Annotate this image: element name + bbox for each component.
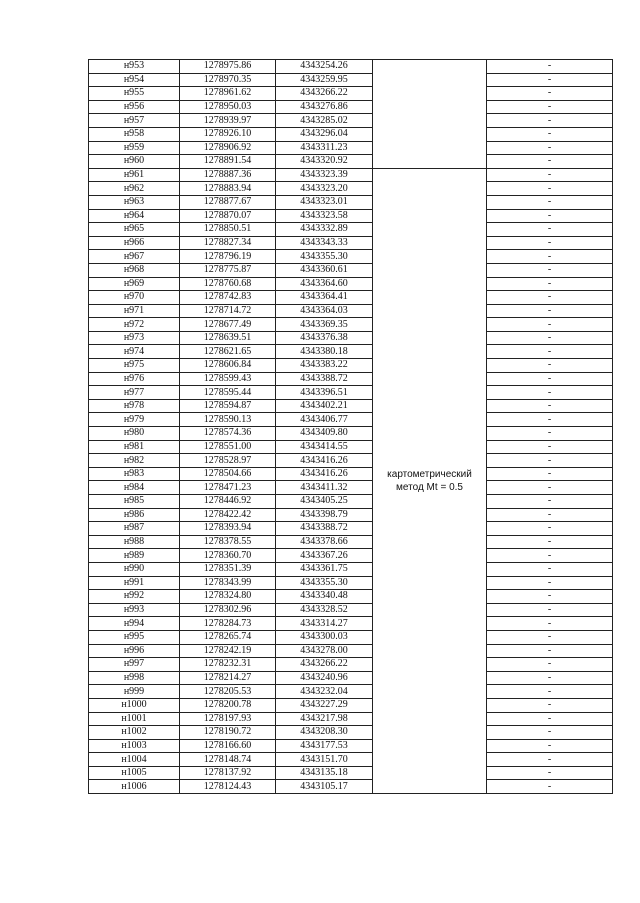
point-id-cell: н958 [89, 127, 180, 141]
table-row [89, 454, 613, 468]
table-row [89, 250, 613, 264]
table-row [89, 345, 613, 359]
y-coordinate-cell: 4343314.27 [276, 617, 373, 631]
x-coordinate-cell: 1278378.55 [180, 535, 276, 549]
table-row [89, 590, 613, 604]
dash-cell: - [487, 182, 613, 196]
y-coordinate-cell: 4343416.26 [276, 467, 373, 481]
point-id-cell: н986 [89, 508, 180, 522]
method-cell [373, 168, 487, 793]
table-row [89, 726, 613, 740]
dash-cell: - [487, 413, 613, 427]
table-row [89, 617, 613, 631]
point-id-cell: н957 [89, 114, 180, 128]
table-row [89, 291, 613, 305]
y-coordinate-cell: 4343266.22 [276, 87, 373, 101]
x-coordinate-cell: 1278148.74 [180, 753, 276, 767]
dash-cell: - [487, 236, 613, 250]
x-coordinate-cell: 1278324.80 [180, 590, 276, 604]
y-coordinate-cell: 4343380.18 [276, 345, 373, 359]
dash-cell: - [487, 440, 613, 454]
dash-cell: - [487, 223, 613, 237]
table-row [89, 440, 613, 454]
x-coordinate-cell: 1278422.42 [180, 508, 276, 522]
table-row [89, 399, 613, 413]
y-coordinate-cell: 4343259.95 [276, 73, 373, 87]
table-row [89, 60, 613, 74]
dash-cell: - [487, 304, 613, 318]
x-coordinate-cell: 1278393.94 [180, 522, 276, 536]
y-coordinate-cell: 4343296.04 [276, 127, 373, 141]
x-coordinate-cell: 1278124.43 [180, 780, 276, 794]
table-row [89, 603, 613, 617]
x-coordinate-cell: 1278887.36 [180, 168, 276, 182]
table-row [89, 630, 613, 644]
dash-cell: - [487, 617, 613, 631]
table-row [89, 481, 613, 495]
point-id-cell: н1002 [89, 726, 180, 740]
x-coordinate-cell: 1278214.27 [180, 671, 276, 685]
point-id-cell: н964 [89, 209, 180, 223]
point-id-cell: н960 [89, 155, 180, 169]
y-coordinate-cell: 4343361.75 [276, 562, 373, 576]
x-coordinate-cell: 1278595.44 [180, 386, 276, 400]
point-id-cell: н977 [89, 386, 180, 400]
x-coordinate-cell: 1278528.97 [180, 454, 276, 468]
table-row [89, 127, 613, 141]
point-id-cell: н990 [89, 562, 180, 576]
x-coordinate-cell: 1278205.53 [180, 685, 276, 699]
x-coordinate-cell: 1278232.31 [180, 658, 276, 672]
x-coordinate-cell: 1278594.87 [180, 399, 276, 413]
dash-cell: - [487, 277, 613, 291]
x-coordinate-cell: 1278166.60 [180, 739, 276, 753]
x-coordinate-cell: 1278975.86 [180, 60, 276, 74]
y-coordinate-cell: 4343266.22 [276, 658, 373, 672]
point-id-cell: н968 [89, 263, 180, 277]
x-coordinate-cell: 1278775.87 [180, 263, 276, 277]
point-id-cell: н982 [89, 454, 180, 468]
y-coordinate-cell: 4343208.30 [276, 726, 373, 740]
table-row [89, 318, 613, 332]
table-row [89, 263, 613, 277]
dash-cell: - [487, 535, 613, 549]
dash-cell: - [487, 508, 613, 522]
point-id-cell: н992 [89, 590, 180, 604]
point-id-cell: н1006 [89, 780, 180, 794]
y-coordinate-cell: 4343364.60 [276, 277, 373, 291]
y-coordinate-cell: 4343285.02 [276, 114, 373, 128]
table-row [89, 155, 613, 169]
point-id-cell: н997 [89, 658, 180, 672]
x-coordinate-cell: 1278677.49 [180, 318, 276, 332]
y-coordinate-cell: 4343323.01 [276, 195, 373, 209]
y-coordinate-cell: 4343378.66 [276, 535, 373, 549]
point-id-cell: н979 [89, 413, 180, 427]
y-coordinate-cell: 4343355.30 [276, 576, 373, 590]
point-id-cell: н961 [89, 168, 180, 182]
x-coordinate-cell: 1278714.72 [180, 304, 276, 318]
y-coordinate-cell: 4343411.32 [276, 481, 373, 495]
y-coordinate-cell: 4343300.03 [276, 630, 373, 644]
table-row [89, 698, 613, 712]
dash-cell: - [487, 630, 613, 644]
dash-cell: - [487, 739, 613, 753]
y-coordinate-cell: 4343254.26 [276, 60, 373, 74]
y-coordinate-cell: 4343135.18 [276, 766, 373, 780]
dash-cell: - [487, 114, 613, 128]
table-row [89, 195, 613, 209]
point-id-cell: н996 [89, 644, 180, 658]
table-row [89, 644, 613, 658]
point-id-cell: н1000 [89, 698, 180, 712]
table-row [89, 73, 613, 87]
x-coordinate-cell: 1278197.93 [180, 712, 276, 726]
table-row [89, 766, 613, 780]
table-row [89, 304, 613, 318]
y-coordinate-cell: 4343278.00 [276, 644, 373, 658]
table-row [89, 236, 613, 250]
y-coordinate-cell: 4343328.52 [276, 603, 373, 617]
point-id-cell: н985 [89, 495, 180, 509]
y-coordinate-cell: 4343369.35 [276, 318, 373, 332]
point-id-cell: н994 [89, 617, 180, 631]
point-id-cell: н983 [89, 467, 180, 481]
y-coordinate-cell: 4343405.25 [276, 495, 373, 509]
x-coordinate-cell: 1278200.78 [180, 698, 276, 712]
point-id-cell: н1003 [89, 739, 180, 753]
table-row [89, 522, 613, 536]
y-coordinate-cell: 4343151.70 [276, 753, 373, 767]
y-coordinate-cell: 4343388.72 [276, 372, 373, 386]
table-row [89, 508, 613, 522]
dash-cell: - [487, 603, 613, 617]
point-id-cell: н969 [89, 277, 180, 291]
dash-cell: - [487, 427, 613, 441]
y-coordinate-cell: 4343367.26 [276, 549, 373, 563]
y-coordinate-cell: 4343355.30 [276, 250, 373, 264]
x-coordinate-cell: 1278351.39 [180, 562, 276, 576]
table-row [89, 87, 613, 101]
dash-cell: - [487, 766, 613, 780]
dash-cell: - [487, 87, 613, 101]
y-coordinate-cell: 4343396.51 [276, 386, 373, 400]
y-coordinate-cell: 4343332.89 [276, 223, 373, 237]
point-id-cell: н1005 [89, 766, 180, 780]
y-coordinate-cell: 4343376.38 [276, 331, 373, 345]
point-id-cell: н959 [89, 141, 180, 155]
x-coordinate-cell: 1278970.35 [180, 73, 276, 87]
point-id-cell: н1004 [89, 753, 180, 767]
point-id-cell: н955 [89, 87, 180, 101]
x-coordinate-cell: 1278877.67 [180, 195, 276, 209]
y-coordinate-cell: 4343406.77 [276, 413, 373, 427]
y-coordinate-cell: 4343340.48 [276, 590, 373, 604]
table-row [89, 739, 613, 753]
point-id-cell: н981 [89, 440, 180, 454]
y-coordinate-cell: 4343364.41 [276, 291, 373, 305]
x-coordinate-cell: 1278883.94 [180, 182, 276, 196]
table-row [89, 372, 613, 386]
point-id-cell: н953 [89, 60, 180, 74]
dash-cell: - [487, 671, 613, 685]
point-id-cell: н978 [89, 399, 180, 413]
x-coordinate-cell: 1278742.83 [180, 291, 276, 305]
dash-cell: - [487, 291, 613, 305]
dash-cell: - [487, 481, 613, 495]
dash-cell: - [487, 590, 613, 604]
point-id-cell: н962 [89, 182, 180, 196]
table-row [89, 535, 613, 549]
x-coordinate-cell: 1278137.92 [180, 766, 276, 780]
dash-cell: - [487, 712, 613, 726]
point-id-cell: н954 [89, 73, 180, 87]
table-row [89, 549, 613, 563]
method-cell-empty [373, 60, 487, 169]
y-coordinate-cell: 4343276.86 [276, 100, 373, 114]
table-row [89, 359, 613, 373]
dash-cell: - [487, 168, 613, 182]
dash-cell: - [487, 60, 613, 74]
dash-cell: - [487, 454, 613, 468]
dash-cell: - [487, 658, 613, 672]
x-coordinate-cell: 1278551.00 [180, 440, 276, 454]
x-coordinate-cell: 1278471.23 [180, 481, 276, 495]
dash-cell: - [487, 522, 613, 536]
point-id-cell: н963 [89, 195, 180, 209]
y-coordinate-cell: 4343323.39 [276, 168, 373, 182]
table-row [89, 467, 613, 481]
y-coordinate-cell: 4343383.22 [276, 359, 373, 373]
y-coordinate-cell: 4343240.96 [276, 671, 373, 685]
x-coordinate-cell: 1278190.72 [180, 726, 276, 740]
x-coordinate-cell: 1278599.43 [180, 372, 276, 386]
dash-cell: - [487, 250, 613, 264]
y-coordinate-cell: 4343227.29 [276, 698, 373, 712]
point-id-cell: н966 [89, 236, 180, 250]
y-coordinate-cell: 4343105.17 [276, 780, 373, 794]
point-id-cell: н972 [89, 318, 180, 332]
table-row [89, 114, 613, 128]
table-row [89, 331, 613, 345]
x-coordinate-cell: 1278961.62 [180, 87, 276, 101]
point-id-cell: н1001 [89, 712, 180, 726]
point-id-cell: н987 [89, 522, 180, 536]
table-row [89, 495, 613, 509]
dash-cell: - [487, 359, 613, 373]
y-coordinate-cell: 4343388.72 [276, 522, 373, 536]
point-id-cell: н974 [89, 345, 180, 359]
table-row [89, 100, 613, 114]
y-coordinate-cell: 4343177.53 [276, 739, 373, 753]
dash-cell: - [487, 263, 613, 277]
y-coordinate-cell: 4343232.04 [276, 685, 373, 699]
dash-cell: - [487, 141, 613, 155]
x-coordinate-cell: 1278242.19 [180, 644, 276, 658]
point-id-cell: н991 [89, 576, 180, 590]
table-row [89, 562, 613, 576]
x-coordinate-cell: 1278639.51 [180, 331, 276, 345]
y-coordinate-cell: 4343398.79 [276, 508, 373, 522]
dash-cell: - [487, 753, 613, 767]
x-coordinate-cell: 1278850.51 [180, 223, 276, 237]
point-id-cell: н956 [89, 100, 180, 114]
y-coordinate-cell: 4343402.21 [276, 399, 373, 413]
table-row [89, 712, 613, 726]
table-row [89, 576, 613, 590]
dash-cell: - [487, 195, 613, 209]
table-row [89, 753, 613, 767]
dash-cell: - [487, 100, 613, 114]
x-coordinate-cell: 1278796.19 [180, 250, 276, 264]
x-coordinate-cell: 1278504.66 [180, 467, 276, 481]
dash-cell: - [487, 73, 613, 87]
dash-cell: - [487, 386, 613, 400]
y-coordinate-cell: 4343217.98 [276, 712, 373, 726]
table-row [89, 141, 613, 155]
point-id-cell: н967 [89, 250, 180, 264]
y-coordinate-cell: 4343409.80 [276, 427, 373, 441]
x-coordinate-cell: 1278574.36 [180, 427, 276, 441]
point-id-cell: н989 [89, 549, 180, 563]
table-row [89, 427, 613, 441]
x-coordinate-cell: 1278870.07 [180, 209, 276, 223]
dash-cell: - [487, 644, 613, 658]
x-coordinate-cell: 1278302.96 [180, 603, 276, 617]
point-id-cell: н998 [89, 671, 180, 685]
x-coordinate-cell: 1278926.10 [180, 127, 276, 141]
point-id-cell: н971 [89, 304, 180, 318]
y-coordinate-cell: 4343416.26 [276, 454, 373, 468]
y-coordinate-cell: 4343360.61 [276, 263, 373, 277]
table-row [89, 413, 613, 427]
method-label-line2: метод Mt = 0.5 [396, 481, 463, 493]
table-row [89, 780, 613, 794]
x-coordinate-cell: 1278891.54 [180, 155, 276, 169]
point-id-cell: н970 [89, 291, 180, 305]
point-id-cell: н973 [89, 331, 180, 345]
dash-cell: - [487, 372, 613, 386]
table-row [89, 209, 613, 223]
x-coordinate-cell: 1278590.13 [180, 413, 276, 427]
table-row [89, 685, 613, 699]
dash-cell: - [487, 127, 613, 141]
y-coordinate-cell: 4343311.23 [276, 141, 373, 155]
y-coordinate-cell: 4343323.20 [276, 182, 373, 196]
point-id-cell: н988 [89, 535, 180, 549]
table-row [89, 223, 613, 237]
point-id-cell: н993 [89, 603, 180, 617]
dash-cell: - [487, 155, 613, 169]
x-coordinate-cell: 1278606.84 [180, 359, 276, 373]
table-row [89, 658, 613, 672]
dash-cell: - [487, 318, 613, 332]
x-coordinate-cell: 1278446.92 [180, 495, 276, 509]
point-id-cell: н995 [89, 630, 180, 644]
x-coordinate-cell: 1278343.99 [180, 576, 276, 590]
x-coordinate-cell: 1278906.92 [180, 141, 276, 155]
point-id-cell: н965 [89, 223, 180, 237]
point-id-cell: н999 [89, 685, 180, 699]
x-coordinate-cell: 1278760.68 [180, 277, 276, 291]
dash-cell: - [487, 495, 613, 509]
dash-cell: - [487, 780, 613, 794]
table-row [89, 182, 613, 196]
x-coordinate-cell: 1278939.97 [180, 114, 276, 128]
y-coordinate-cell: 4343323.58 [276, 209, 373, 223]
x-coordinate-cell: 1278827.34 [180, 236, 276, 250]
table-row [89, 277, 613, 291]
dash-cell: - [487, 331, 613, 345]
coordinates-table [88, 59, 613, 794]
y-coordinate-cell: 4343320.92 [276, 155, 373, 169]
dash-cell: - [487, 549, 613, 563]
y-coordinate-cell: 4343343.33 [276, 236, 373, 250]
x-coordinate-cell: 1278950.03 [180, 100, 276, 114]
dash-cell: - [487, 562, 613, 576]
table-row [89, 168, 613, 182]
coordinates-table-body [89, 60, 613, 794]
dash-cell: - [487, 345, 613, 359]
y-coordinate-cell: 4343414.55 [276, 440, 373, 454]
point-id-cell: н976 [89, 372, 180, 386]
x-coordinate-cell: 1278265.74 [180, 630, 276, 644]
dash-cell: - [487, 576, 613, 590]
table-row [89, 671, 613, 685]
x-coordinate-cell: 1278360.70 [180, 549, 276, 563]
dash-cell: - [487, 726, 613, 740]
method-label-line1: картометрический [387, 468, 472, 480]
dash-cell: - [487, 209, 613, 223]
point-id-cell: н984 [89, 481, 180, 495]
x-coordinate-cell: 1278284.73 [180, 617, 276, 631]
x-coordinate-cell: 1278621.65 [180, 345, 276, 359]
dash-cell: - [487, 467, 613, 481]
point-id-cell: н975 [89, 359, 180, 373]
point-id-cell: н980 [89, 427, 180, 441]
table-row [89, 386, 613, 400]
dash-cell: - [487, 685, 613, 699]
y-coordinate-cell: 4343364.03 [276, 304, 373, 318]
dash-cell: - [487, 399, 613, 413]
dash-cell: - [487, 698, 613, 712]
